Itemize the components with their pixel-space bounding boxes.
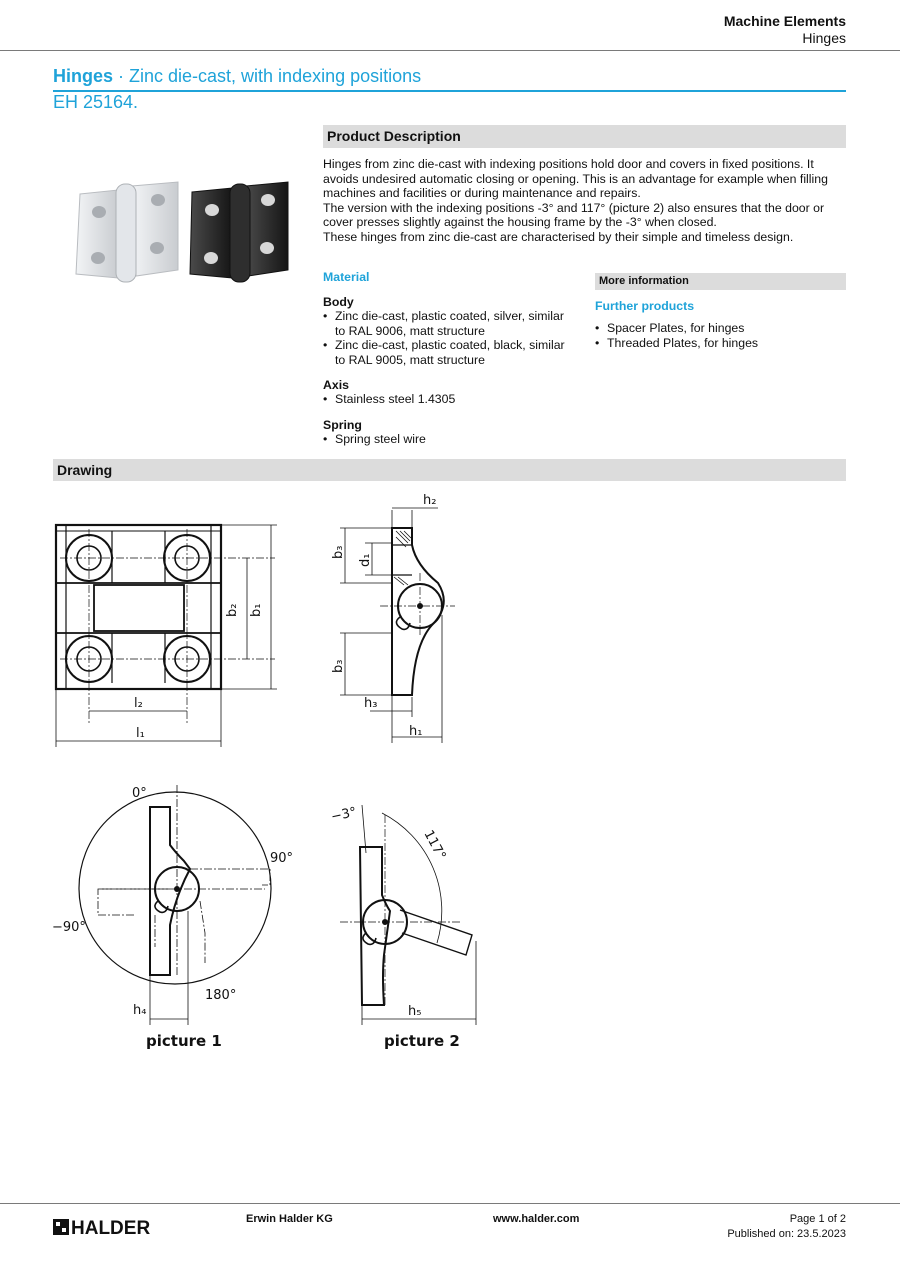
product-description-heading: Product Description xyxy=(323,125,846,148)
list-item: • Stainless steel 1.4305 xyxy=(323,392,573,407)
list-item: • Spring steel wire xyxy=(323,432,573,447)
dim-b3-bottom: b₃ xyxy=(331,659,346,673)
further-products-heading: Further products xyxy=(595,299,695,313)
side-view xyxy=(340,508,455,743)
description-paragraph: Hinges from zinc die-cast with indexing positions hold door and covers in fixed positions. It avoids undesired automatic closing or opening. This is an advantage for example when filling machines and facilities or during maintenance and repairs. xyxy=(323,157,828,200)
more-info-heading: More information xyxy=(595,273,846,290)
page-title xyxy=(53,66,421,87)
material-axis-label: Axis xyxy=(323,378,349,392)
title-underline xyxy=(53,90,846,92)
footer-company: Erwin Halder KG xyxy=(246,1213,333,1225)
picture-1-drawing xyxy=(79,785,271,1025)
product-image xyxy=(70,178,300,288)
material-spring-label: Spring xyxy=(323,417,362,432)
list-item: • Zinc die-cast, plastic coated, black, similar to RAL 9005, matt structure xyxy=(323,338,573,367)
angle-180: 180° xyxy=(205,988,237,1003)
angle-minus-3: −3° xyxy=(329,804,358,825)
dim-h4: h₄ xyxy=(133,1003,147,1018)
silver-hinge xyxy=(76,182,178,282)
material-body-label: Body xyxy=(323,295,354,309)
drawing-heading: Drawing xyxy=(53,459,846,481)
material-axis-list xyxy=(323,392,573,407)
logo-text: HALDER xyxy=(71,1218,151,1238)
further-products-list xyxy=(595,321,846,350)
picture-2-drawing xyxy=(340,805,476,1025)
angle-minus-90: −90° xyxy=(52,920,86,935)
technical-drawing xyxy=(40,485,500,1060)
angle-90: 90° xyxy=(270,851,294,866)
dim-l2: l₂ xyxy=(134,696,143,711)
dim-h1: h₁ xyxy=(409,724,423,739)
dim-h5: h₅ xyxy=(408,1004,422,1019)
dim-d1: d₁ xyxy=(358,553,373,567)
footer-published-date: Published on: 23.5.2023 xyxy=(727,1228,846,1240)
description-paragraph: These hinges from zinc die-cast are characterised by their simple and timeless design. xyxy=(323,229,794,244)
header-divider xyxy=(0,50,900,51)
more-info-section xyxy=(595,299,846,350)
product-code: EH 25164. xyxy=(53,92,139,112)
black-hinge xyxy=(190,182,288,282)
product-description xyxy=(323,157,846,244)
title-separator: · xyxy=(113,66,130,86)
further-product-link[interactable]: • Threaded Plates, for hinges xyxy=(595,336,846,351)
caption-picture-1: picture 1 xyxy=(146,1032,222,1050)
material-heading: Material xyxy=(323,270,370,284)
dim-b3-top: b₃ xyxy=(331,545,346,559)
caption-picture-2: picture 2 xyxy=(384,1032,460,1050)
material-body-list xyxy=(323,309,573,367)
dim-l1: l₁ xyxy=(136,726,145,741)
dim-h2: h₂ xyxy=(423,493,437,508)
further-product-link[interactable]: • Spacer Plates, for hinges xyxy=(595,321,846,336)
halder-logo xyxy=(53,1216,163,1238)
angle-0: 0° xyxy=(132,786,147,801)
footer-page-number: Page 1 of 2 xyxy=(789,1213,846,1225)
header-subcategory: Hinges xyxy=(802,30,846,46)
title-sub: Zinc die-cast, with indexing positions xyxy=(129,66,422,86)
angle-117: 117° xyxy=(420,827,449,863)
material-section xyxy=(323,270,573,446)
description-paragraph: The version with the indexing positions -3° and 117° (picture 2) also ensures that the door or cover presses slightly against the housing frame by the -3° when closed. xyxy=(323,200,825,229)
title-main: Hinges xyxy=(53,66,114,86)
front-view xyxy=(56,525,277,747)
header-category: Machine Elements xyxy=(723,13,846,29)
list-item: • Zinc die-cast, plastic coated, silver, similar to RAL 9006, matt structure xyxy=(323,309,573,338)
material-spring-list xyxy=(323,432,573,447)
footer-website-link[interactable]: www.halder.com xyxy=(493,1213,580,1225)
dim-b2: b₂ xyxy=(225,603,240,617)
dim-h3: h₃ xyxy=(364,696,378,711)
dim-b1: b₁ xyxy=(249,603,264,617)
footer-divider xyxy=(0,1203,900,1204)
